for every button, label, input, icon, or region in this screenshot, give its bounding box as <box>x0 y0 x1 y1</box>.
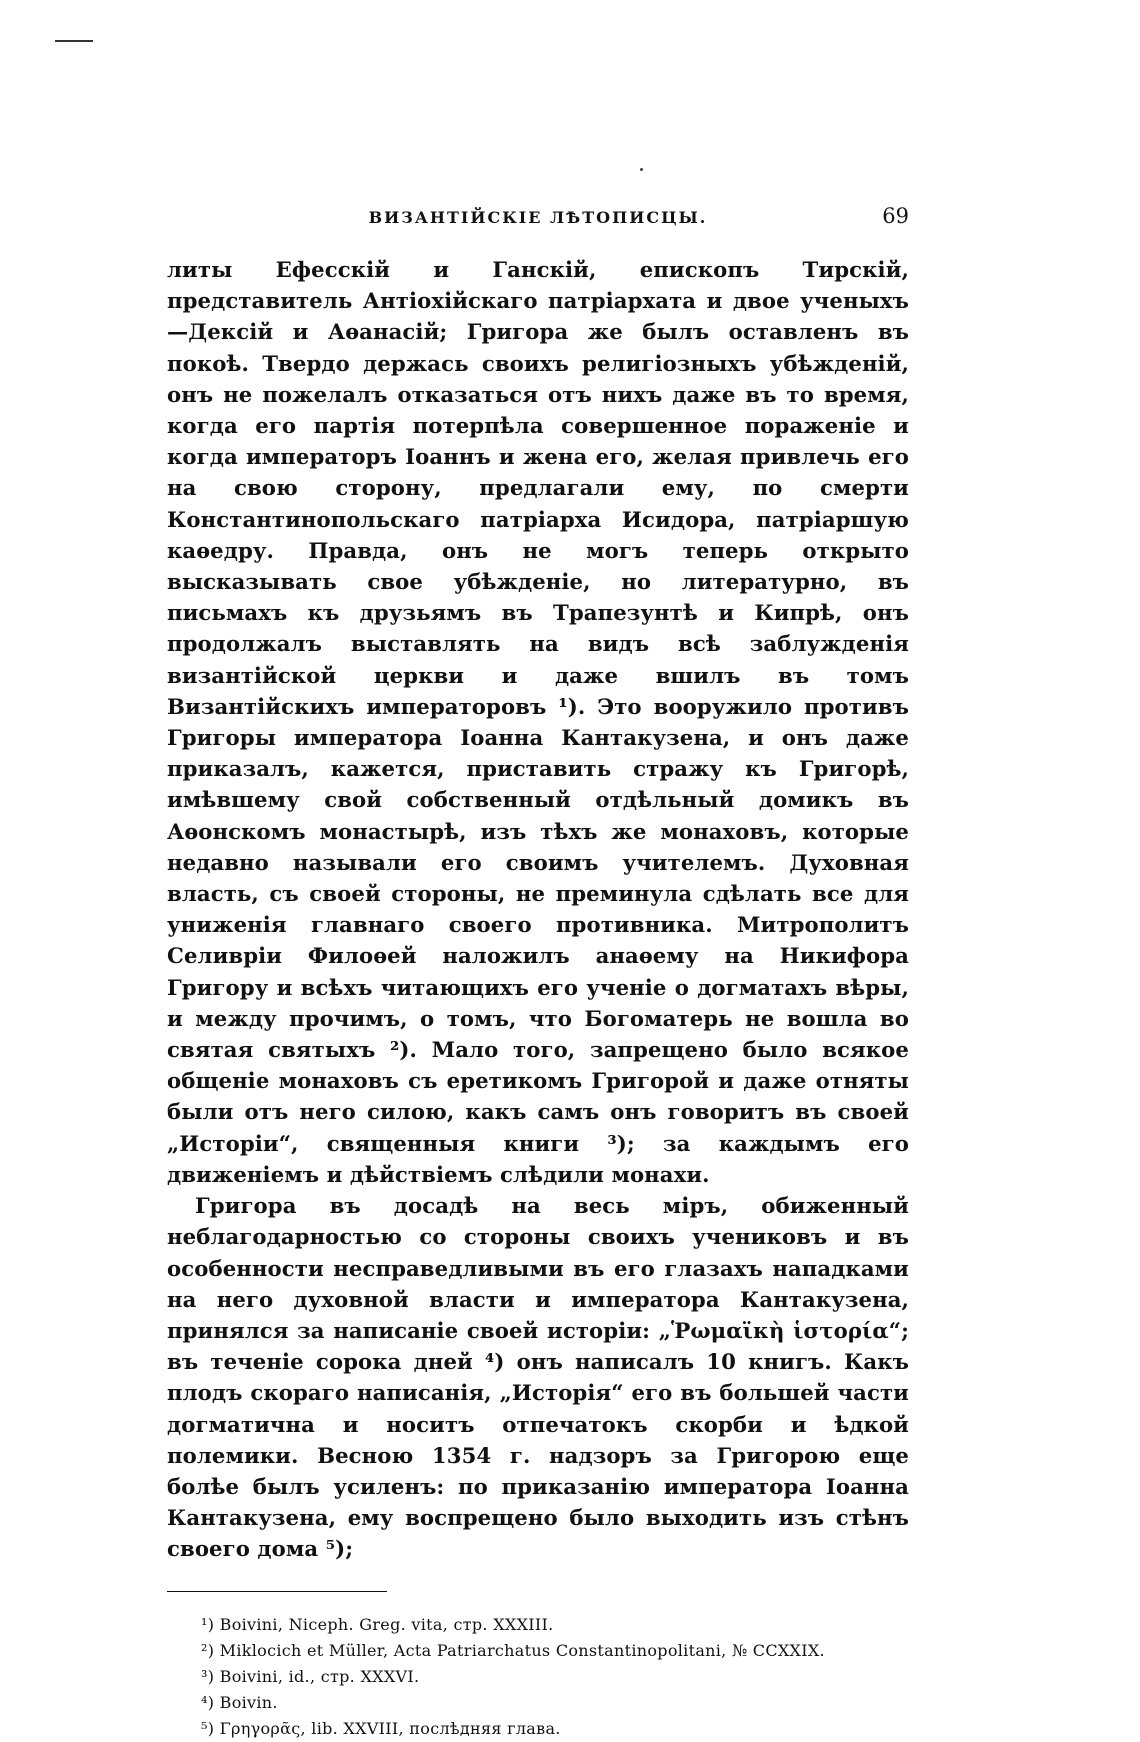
footnote-4: ⁴) Boivin. <box>201 1692 278 1712</box>
footnote-3: ³) Boivini, id., стр. XXXVI. <box>201 1666 420 1686</box>
paragraph-2: Григора въ досадѣ на весь міръ, обиженный неблагодарностью со стороны своихъ учениковъ и въ особенности несправедливыми въ его глазахъ нападками на него духовной власти и императора Кантакузена, принялся за написаніе своей исторіи: „Ῥωμαϊκὴ ἱστορία“; въ теченіе сорока дней ⁴) онъ написалъ 10 книгъ. Какъ плодъ скораго написанія, „Исторія“ его въ большей части догматична и носитъ отпечатокъ скорби и ѣдкой полемики. Весною 1354 г. надзоръ за Григорою еще болѣе былъ усиленъ: по приказанію императора Іоанна Кантакузена, ему воспрещено было выходить изъ стѣнъ своего дома ⁵); <box>167 1193 909 1562</box>
footnote-2: ²) Miklocich et Müller, Acta Patriarchatus Constantinopolitani, № CCXXIX. <box>201 1640 825 1660</box>
running-title: ВИЗАНТІЙСКІЕ ЛѢТОПИСЦЫ. <box>368 208 708 227</box>
page-number: 69 <box>882 204 909 228</box>
body-text <box>167 254 909 1565</box>
footnote-5: ⁵) Γρηγορᾶς, lib. XXVIII, послѣдняя глава. <box>201 1718 561 1738</box>
running-head <box>167 204 909 234</box>
scan-edge-mark <box>55 40 93 42</box>
footnotes <box>167 1612 909 1742</box>
scan-speck <box>640 168 643 171</box>
footnote-divider <box>167 1591 387 1592</box>
paragraph-1: литы Ефесскій и Ганскій, епископъ Тирскій, представитель Антіохійскаго патріархата и двое ученыхъ—Дексій и Аѳанасій; Григора же былъ оставленъ въ покоѣ. Твердо держась своихъ религіозныхъ убѣжденій, онъ не пожелалъ отказаться отъ нихъ даже въ то время, когда его партія потерпѣла совершенное пораженіе и когда императоръ Іоаннъ и жена его, желая привлечь его на свою сторону, предлагали ему, по смерти Константинопольскаго патріарха Исидора, патріаршую каѳедру. Правда, онъ не могъ теперь открыто высказывать свое убѣжденіе, но литературно, въ письмахъ къ друзьямъ въ Трапезунтѣ и Кипрѣ, онъ продолжалъ выставлять на видъ всѣ заблужденія византійской церкви и даже вшилъ въ томъ Византійскихъ императоровъ ¹). Это вооружило противъ Григоры императора Іоанна Кантакузена, и онъ даже приказалъ, кажется, приставить стражу къ Григорѣ, имѣвшему свой собственный отдѣльный домикъ въ Аѳонскомъ монастырѣ, изъ тѣхъ же монаховъ, которые недавно называли его своимъ учителемъ. Духовная власть, съ своей стороны, не преминула сдѣлать все для униженія главнаго своего противника. Митрополитъ Селивріи Филоѳей наложилъ анаѳему на Никифора Григору и всѣхъ читающихъ его ученіе о догматахъ вѣры, и между прочимъ, о томъ, что Богоматерь не вошла во святая святыхъ ²). Мало того, запрещено было всякое общеніе монаховъ съ еретикомъ Григорой и даже отняты были отъ него силою, какъ самъ онъ говоритъ въ своей „Исторіи“, священныя книги ³); за каждымъ его движеніемъ и дѣйствіемъ слѣдили монахи. <box>167 257 909 1187</box>
footnote-1: ¹) Boivini, Niceph. Greg. vita, стр. XXXIII. <box>201 1614 554 1634</box>
book-page <box>167 204 909 1742</box>
